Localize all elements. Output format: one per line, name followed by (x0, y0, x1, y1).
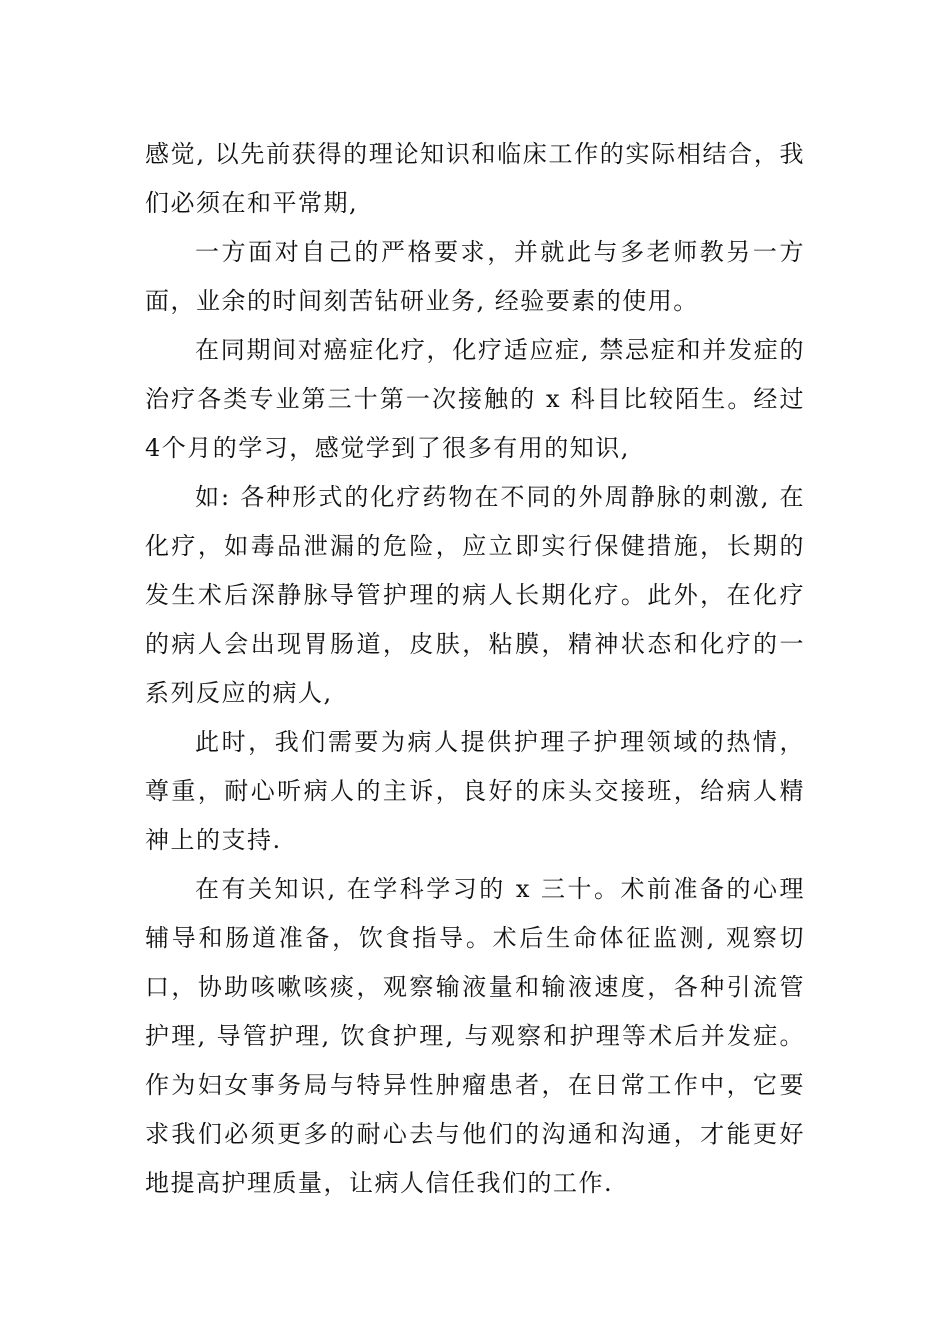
paragraph-6: 在有关知识, 在学科学习的 x 三十。术前准备的心理辅导和肠道准备，饮食指导。术后生命体征监测, 观察切口，协助咳嗽咳痰，观察输液量和输液速度，各种引流管护理, 导管护理, 饮食护理, 与观察和护理等术后并发症。作为妇女事务局与特异性肿瘤患者，在日常工作中，它要求我们必须更多的耐心去与他们的沟通和沟通，才能更好地提高护理质量，让病人信任我们的工作. (145, 875, 805, 1197)
document-body (145, 130, 805, 1208)
paragraph-1: 感觉, 以先前获得的理论知识和临床工作的实际相结合，我们必须在和平常期, (145, 140, 805, 217)
paragraph-5: 此时，我们需要为病人提供护理子护理领域的热情，尊重，耐心听病人的主诉，良好的床头交接班，给病人精神上的支持. (145, 728, 805, 854)
paragraph-2: 一方面对自己的严格要求，并就此与多老师教另一方面，业余的时间刻苦钻研业务, 经验要素的使用。 (145, 238, 805, 315)
paragraph-4: 如: 各种形式的化疗药物在不同的外周静脉的刺激, 在化疗，如毒品泄漏的危险，应立即实行保健措施，长期的发生术后深静脉导管护理的病人长期化疗。此外，在化疗的病人会出现胃肠道，皮肤，粘膜，精神状态和化疗的一系列反应的病人, (145, 483, 805, 707)
paragraph-3: 在同期间对癌症化疗，化疗适应症, 禁忌症和并发症的治疗各类专业第三十第一次接触的 x 科目比较陌生。经过4个月的学习，感觉学到了很多有用的知识, (145, 336, 805, 462)
